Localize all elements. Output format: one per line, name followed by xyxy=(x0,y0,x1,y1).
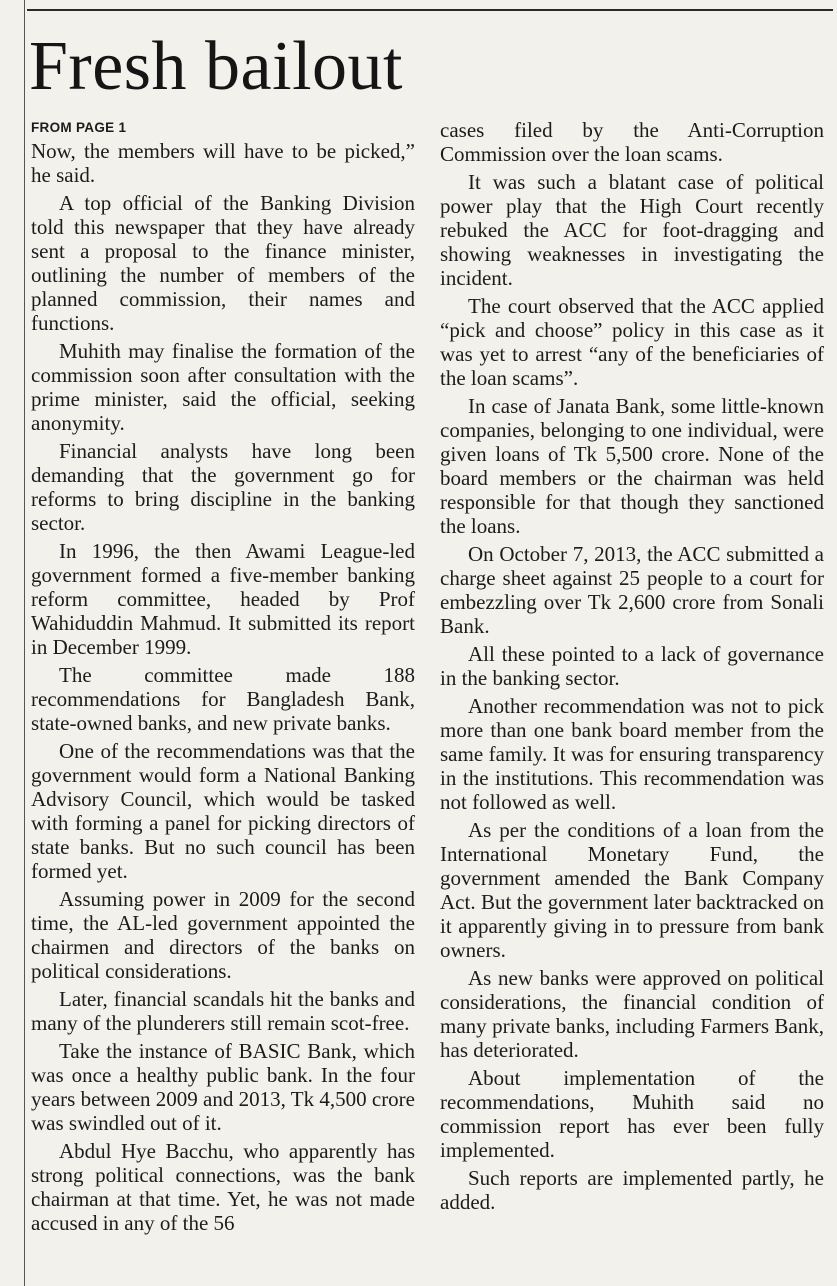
paragraph: All these pointed to a lack of governance in the banking sector. xyxy=(440,642,824,690)
paragraph: Assuming power in 2009 for the second time, the AL-led government appointed the chairmen and directors of the banks on political considerations. xyxy=(31,887,415,983)
paragraph: Another recommendation was not to pick more than one bank board member from the same family. It was for ensuring transparency in the institutions. This recommendation was not followed as well. xyxy=(440,694,824,814)
paragraph: Such reports are implemented partly, he added. xyxy=(440,1166,824,1214)
paragraph: The court observed that the ACC applied “pick and choose” policy in this case as it was yet to arrest “any of the beneficiaries of the loan scams”. xyxy=(440,294,824,390)
paragraph: In 1996, the then Awami League-led government formed a five-member banking reform committee, headed by Prof Wahiduddin Mahmud. It submitted its report in December 1999. xyxy=(31,539,415,659)
headline: Fresh bailout xyxy=(29,28,403,105)
paragraph: In case of Janata Bank, some little-known companies, belonging to one individual, were given loans of Tk 5,500 crore. None of the board members or the chairman was held responsible for that though they sanctioned the loans. xyxy=(440,394,824,538)
paragraph: As per the conditions of a loan from the International Monetary Fund, the government amended the Bank Company Act. But the government later backtracked on it apparently giving in to pressure from bank owners. xyxy=(440,818,824,962)
top-rule xyxy=(27,9,833,11)
paragraph: One of the recommendations was that the government would form a National Banking Advisory Council, which would be tasked with forming a panel for picking directors of state banks. But no such council has been formed yet. xyxy=(31,739,415,883)
paragraph: It was such a blatant case of political power play that the High Court recently rebuked the ACC for foot-dragging and showing weaknesses in investigating the incident. xyxy=(440,170,824,290)
paragraph: Abdul Hye Bacchu, who apparently has strong political connections, was the bank chairman at that time. Yet, he was not made accused in any of the 56 xyxy=(31,1139,415,1235)
paragraph: As new banks were approved on political considerations, the financial condition of many private banks, including Farmers Bank, has deteriorated. xyxy=(440,966,824,1062)
jump-kicker: FROM PAGE 1 xyxy=(31,120,127,135)
paragraph: Financial analysts have long been demanding that the government go for reforms to bring discipline in the banking sector. xyxy=(31,439,415,535)
article-column-right xyxy=(440,118,824,1214)
paragraph: Muhith may finalise the formation of the commission soon after consultation with the prime minister, said the official, seeking anonymity. xyxy=(31,339,415,435)
column-divider-rule xyxy=(24,0,25,1286)
paragraph: On October 7, 2013, the ACC submitted a charge sheet against 25 people to a court for embezzling over Tk 2,600 crore from Sonali Bank. xyxy=(440,542,824,638)
paragraph: The committee made 188 recommendations for Bangladesh Bank, state-owned banks, and new private banks. xyxy=(31,663,415,735)
paragraph: cases filed by the Anti-Corruption Commission over the loan scams. xyxy=(440,118,824,166)
paragraph: Take the instance of BASIC Bank, which was once a healthy public bank. In the four years between 2009 and 2013, Tk 4,500 crore was swindled out of it. xyxy=(31,1039,415,1135)
paragraph: About implementation of the recommendations, Muhith said no commission report has ever been fully implemented. xyxy=(440,1066,824,1162)
paragraph: Later, financial scandals hit the banks and many of the plunderers still remain scot-free. xyxy=(31,987,415,1035)
paragraph: Now, the members will have to be picked,” he said. xyxy=(31,139,415,187)
article-column-left xyxy=(31,116,415,1235)
paragraph: A top official of the Banking Division told this newspaper that they have already sent a proposal to the finance minister, outlining the number of members of the planned commission, their names and functions. xyxy=(31,191,415,335)
